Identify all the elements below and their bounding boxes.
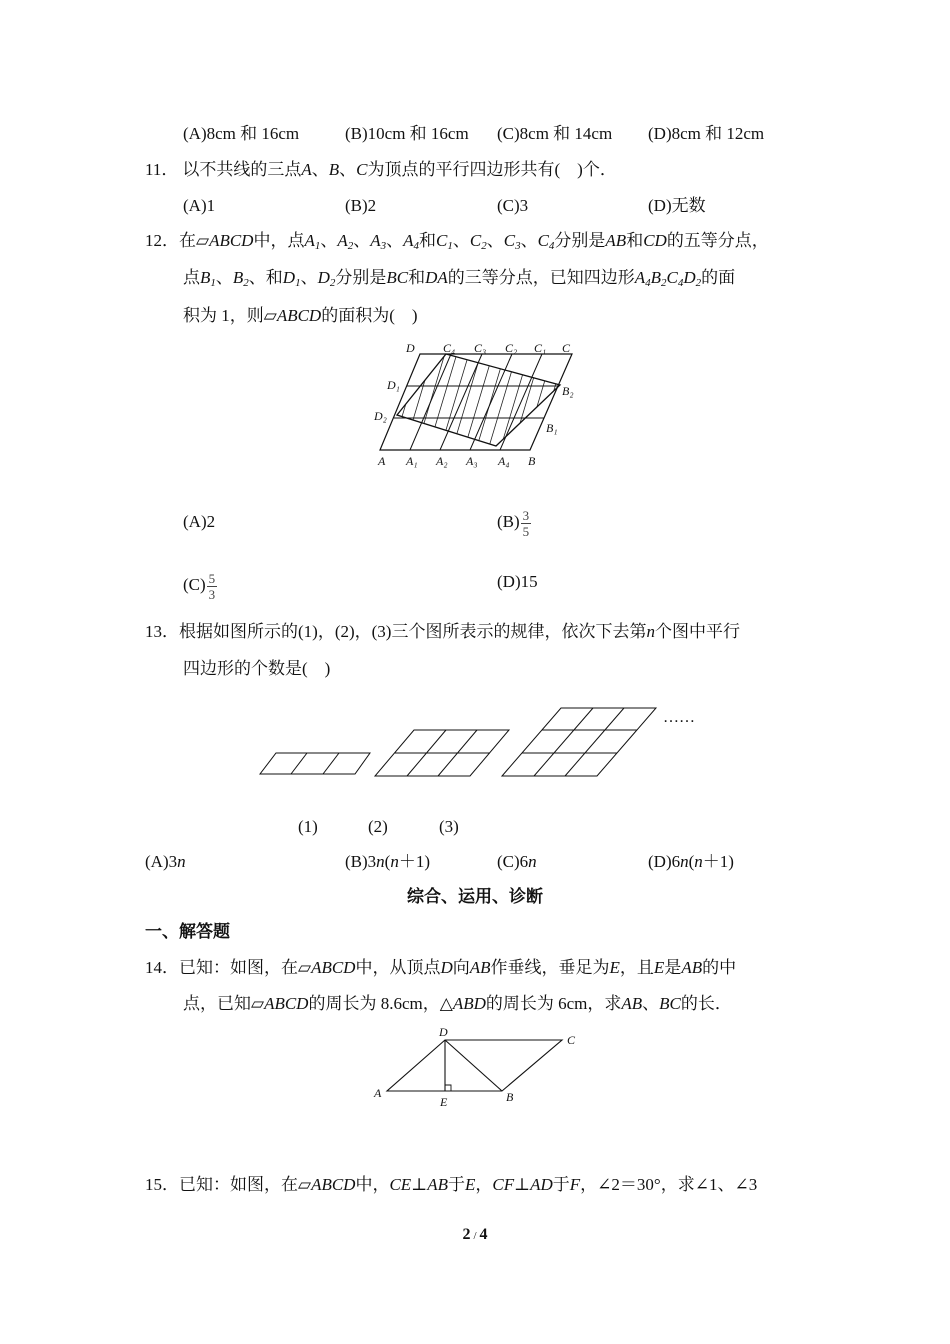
q12-line-1: 12．在▱ABCD中，点$A_1$、$A_2$、$A_3$、$A_4$和$C_1$、$C_2$、$C_3$、$C_4$分别是AB和CD的五等分点， [145,231,769,252]
q13-option-a: (A)3n [145,852,186,871]
section-title: 综合、运用、诊断 [407,887,543,906]
q12-fig-label-b2: B₂ [562,384,574,398]
q13-fig-label-3: (3) [439,817,459,836]
q14-fig-label-b: B [506,1090,514,1104]
q12-line-3: 积为 1，则▱ABCD的面积为( ) [183,306,418,325]
q12-line-2: 点$B_1$、$B_2$、和$D_1$、$D_2$分别是BC和DA的三等分点，已知四边形$A_4B_2C_4D_2$的面 [183,268,736,289]
q12-fig-label-c3: C₃ [474,341,487,355]
q13-line-1: 13．根据如图所示的(1)，(2)，(3)三个图所表示的规律，依次下去第n个图中平行 [145,622,740,641]
q12-fig-label-c2: C₂ [505,341,518,355]
q12-option-d: (D)15 [497,572,538,591]
q14-fig-label-c: C [567,1033,576,1047]
q11-option-d: (D)无数 [648,196,706,215]
q10-option-c: (C)8cm 和 14cm [497,124,613,143]
q12-fig-label-a1: A₁ [406,454,418,468]
subsection-title: 一、解答题 [145,922,230,941]
q14-fig-label-d: D [439,1025,448,1039]
q12-fig-label-c4: C₄ [443,341,456,355]
q11-option-c: (C)3 [497,196,529,215]
q12-fig-label-b: B [528,454,536,468]
q11-option-b: (B)2 [345,196,377,215]
q12-fig-label-c1: C₁ [534,341,547,355]
q13-pattern-figure [255,700,715,785]
q12-option-a: (A)2 [183,512,216,531]
q13-line-2: 四边形的个数是( ) [183,659,331,678]
q12-option-b: (B) $\frac{3}{5}$ [497,507,530,539]
q12-parallelogram-figure [370,340,590,472]
q13-option-c: (C)6n [497,852,537,871]
q12-fig-label-a4: A₄ [498,454,510,468]
q12-fig-label-d1: D₁ [387,378,400,392]
q15-line-1: 15．已知：如图，在▱ABCD中，CE⊥AB于E，CF⊥AD于F，∠2＝30°，求∠1、∠3 [145,1175,758,1194]
q12-fig-label-d: D [406,341,415,355]
q14-fig-label-a: A [374,1086,382,1100]
q14-parallelogram-figure [372,1025,587,1113]
q14-line-2: 点，已知▱ABCD的周长为 8.6cm，△ABD的周长为 6cm，求AB、BC的长． [183,994,732,1013]
q13-option-b: (B)3n(n＋1) [345,852,431,871]
q10-option-a: (A)8cm 和 16cm [183,124,300,143]
page-footer [0,1224,950,1247]
q14-line-1: 14．已知：如图，在▱ABCD中，从顶点D向AB作垂线，垂足为E，且E是AB的中 [145,958,737,977]
q11-stem: 11． 以不共线的三点A、B、C为顶点的平行四边形共有( )个． [145,160,617,179]
page-separator: / [473,1230,477,1242]
q12-fig-label-a3: A₃ [466,454,478,468]
q10-option-b: (B)10cm 和 16cm [345,124,469,143]
page-number: 2 [462,1226,471,1243]
page-total: 4 [479,1226,488,1243]
q13-fig-label-1: (1) [298,817,318,836]
q14-fig-label-e: E [440,1095,448,1109]
q12-fig-label-a2: A₂ [436,454,448,468]
q12-fig-label-d2: D₂ [374,409,387,423]
q12-option-c: (C) $\frac{5}{3}$ [183,570,216,602]
q13-ellipsis: …… [663,709,695,726]
q12-fig-label-b1: B₁ [546,421,558,435]
q12-fig-label-c: C [562,341,571,355]
q13-fig-label-2: (2) [368,817,388,836]
q10-option-d: (D)8cm 和 12cm [648,124,765,143]
q11-option-a: (A)1 [183,196,216,215]
q13-option-d: (D)6n(n＋1) [648,852,734,871]
q12-fig-label-a: A [378,454,386,468]
